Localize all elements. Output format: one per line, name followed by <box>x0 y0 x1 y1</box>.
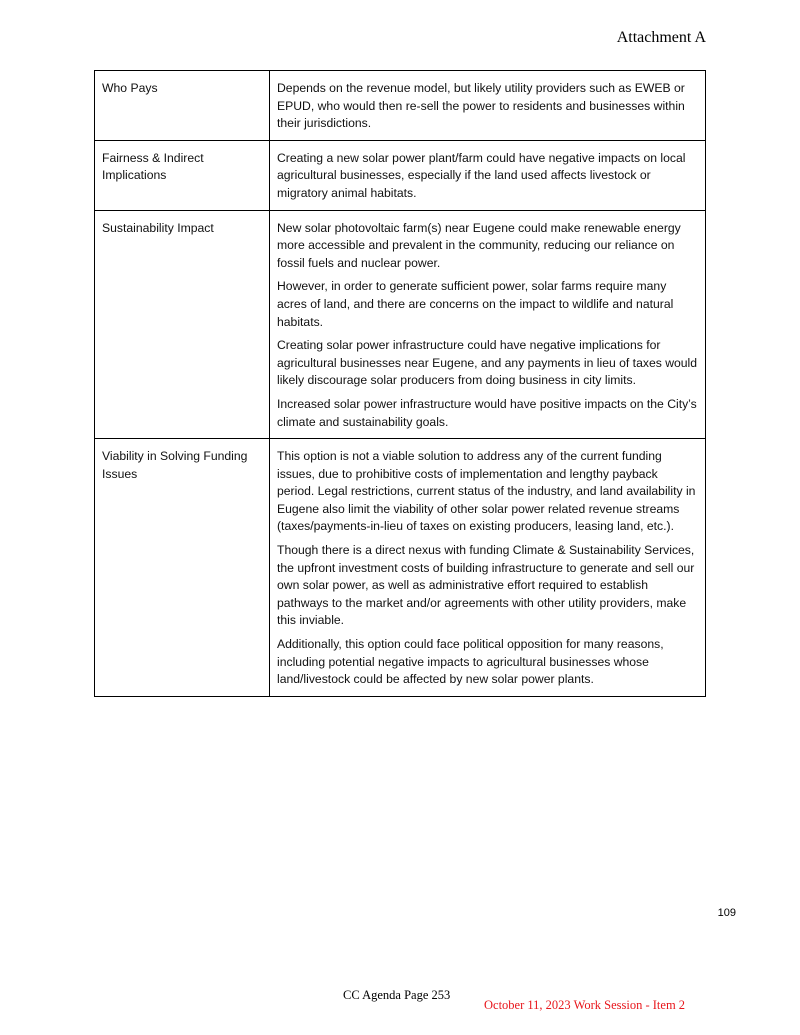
row-content <box>270 439 706 697</box>
work-session-label: October 11, 2023 Work Session - Item 2 <box>484 998 686 1012</box>
row-label: Viability in Solving Funding Issues <box>95 439 270 697</box>
paragraph: However, in order to generate sufficient power, solar farms require many acres of land, and there are concerns on the impact to wildlife and natural habitats. <box>277 279 674 329</box>
row-content <box>270 210 706 439</box>
table-row-sustainability-impact <box>95 210 706 439</box>
row-content <box>270 71 706 141</box>
row-label: Fairness & Indirect Implications <box>95 140 270 210</box>
paragraph: Creating solar power infrastructure could have negative implications for agricultural businesses near Eugene, and any payments in lieu of taxes would likely discourage solar producers from doing business in city limits. <box>277 338 698 388</box>
table-row-fairness <box>95 140 706 210</box>
agenda-page-label: CC Agenda Page 253 <box>343 988 451 1002</box>
attachment-label: Attachment A <box>616 29 706 46</box>
options-analysis-table <box>94 70 706 697</box>
row-label: Sustainability Impact <box>95 210 270 439</box>
paragraph: Additionally, this option could face political opposition for many reasons, including potential negative impacts to agricultural businesses whose land/livestock could be affected by new solar power plants. <box>277 637 664 687</box>
row-content <box>270 140 706 210</box>
paragraph: Increased solar power infrastructure would have positive impacts on the City’s climate and sustainability goals. <box>277 396 697 429</box>
paragraph: This option is not a viable solution to address any of the current funding issues, due to prohibitive costs of implementation and lengthy payback period. Legal restrictions, current status of the industry, and land availability in Eugene also limit the viability of other solar power related revenue streams (taxes/payments-in-lieu of taxes on existing producers, leasing land, etc.). <box>277 449 696 534</box>
table-row-who-pays <box>95 71 706 141</box>
row-label: Who Pays <box>95 71 270 141</box>
table-row-viability <box>95 439 706 697</box>
paragraph: Though there is a direct nexus with funding Climate & Sustainability Services, the upfront investment costs of building infrastructure to generate and sell our own solar power, as well as administrative effort required to establish pathways to the market and/or agreements with other utility providers, make this inviable. <box>277 543 695 628</box>
paragraph: Creating a new solar power plant/farm could have negative impacts on local agricultural businesses, especially if the land used affects livestock or migratory animal habitats. <box>277 150 686 200</box>
page-number: 109 <box>717 907 736 919</box>
paragraph: New solar photovoltaic farm(s) near Eugene could make renewable energy more accessible and prevalent in the community, reducing our reliance on fossil fuels and nuclear power. <box>277 220 681 270</box>
paragraph: Depends on the revenue model, but likely utility providers such as EWEB or EPUD, who would then re-sell the power to residents and businesses within their jurisdictions. <box>277 81 685 131</box>
